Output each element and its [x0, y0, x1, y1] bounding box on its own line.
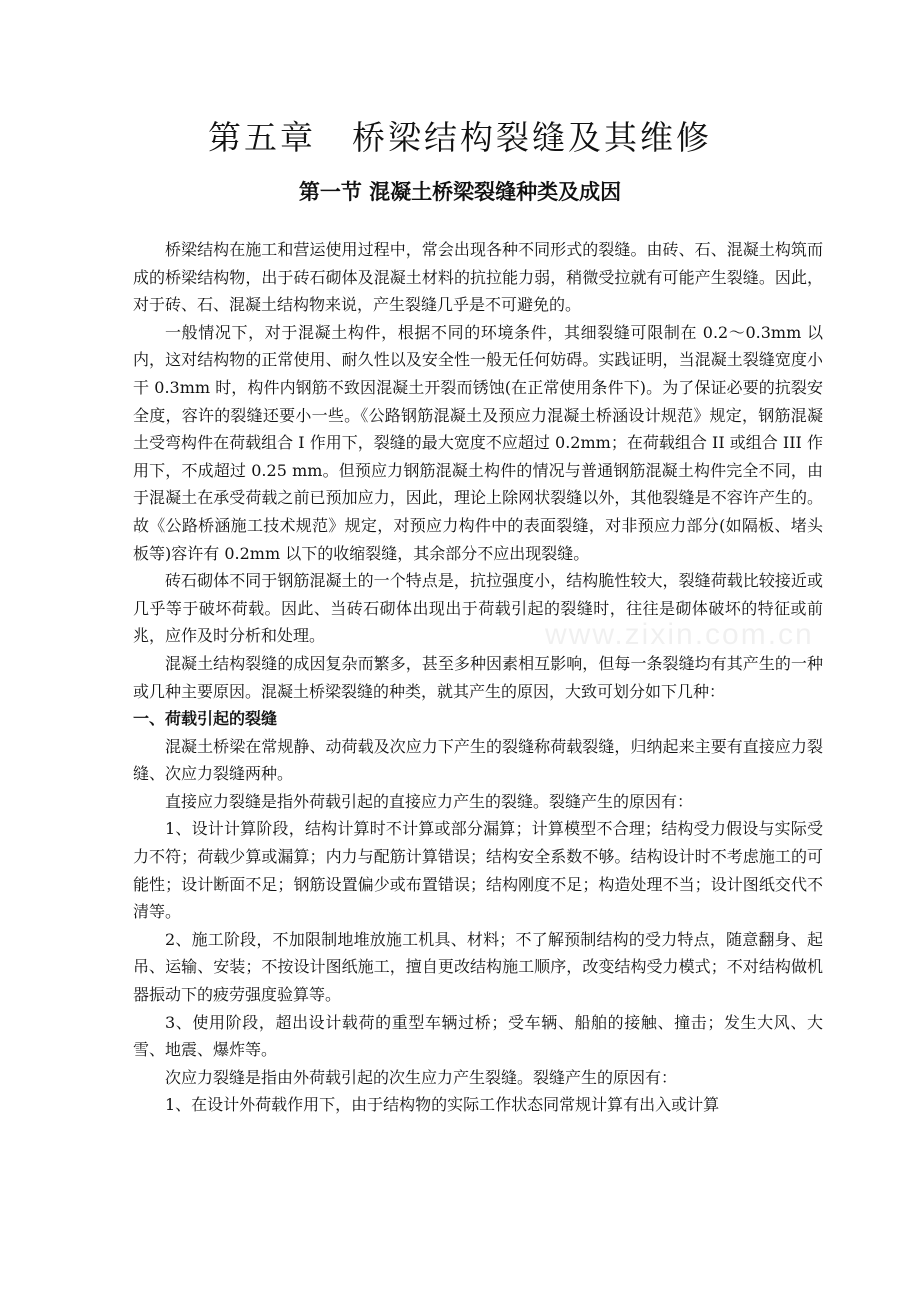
watermark: www.zixin.com.cn [545, 618, 814, 651]
paragraph: 1、在设计外荷载作用下，由于结构物的实际工作状态同常规计算有出入或计算 [165, 1095, 720, 1115]
chapter-title: 第五章 桥梁结构裂缝及其维修 [208, 118, 712, 157]
paragraph: 次应力裂缝是指由外荷载引起的次生应力产生裂缝。裂缝产生的原因有： [165, 1067, 678, 1087]
paragraph: 混凝土桥梁在常规静、动荷载及次应力下产生的裂缝称荷载裂缝，归纳起来主要有直接应力裂缝、次应力裂缝两种。 [133, 736, 823, 784]
heading-load-cracks: 一、荷载引起的裂缝 [133, 709, 278, 729]
paragraph: 砖石砌体不同于钢筋混凝土的一个特点是，抗拉强度小，结构脆性较大，裂缝荷载比较接近或几乎等于破坏荷载。因此、当砖石砌体出现出于荷载引起的裂缝时，往往是砌体破坏的特征或前兆，应作及时分析和处理。 [133, 571, 823, 646]
paragraph: 2、施工阶段，不加限制地堆放施工机具、材料；不了解预制结构的受力特点，随意翻身、起吊、运输、安装；不按设计图纸施工，擅自更改结构施工顺序，改变结构受力模式；不对结构做机器振动下的疲劳强度验算等。 [133, 929, 823, 1005]
paragraph: 直接应力裂缝是指外荷载引起的直接应力产生的裂缝。裂缝产生的原因有： [165, 791, 694, 811]
paragraph: 1、设计计算阶段，结构计算时不计算或部分漏算；计算模型不合理；结构受力假设与实际受力不符；荷载少算或漏算；内力与配筋计算错误；结构安全系数不够。结构设计时不考虑施工的可能性；设计断面不足；钢筋设置偏少或布置错误；结构刚度不足；构造处理不当；设计图纸交代不清等。 [133, 819, 823, 922]
paragraph: 3、使用阶段，超出设计载荷的重型车辆过桥；受车辆、船舶的接触、撞击；发生大风、大雪、地震、爆炸等。 [133, 1012, 823, 1060]
paragraph: 桥梁结构在施工和营运使用过程中，常会出现各种不同形式的裂缝。由砖、石、混凝土构筑而成的桥梁结构物，出于砖石砌体及混凝土材料的抗拉能力弱，稍微受拉就有可能产生裂缝。因此，对于砖、石、混凝土结构物来说，产生裂缝几乎是不可避免的。 [133, 240, 823, 315]
paragraph: 一般情况下，对于混凝土构件，根据不同的环境条件，其细裂缝可限制在 0.2～0.3mm 以内，这对结构物的正常使用、耐久性以及安全性一般无任何妨碍。实践证明，当混凝土裂缝宽度小干 0.3mm 时，构件内钢筋不致因混凝土开裂而锈蚀(在正常使用条件下)。为了保证必要的抗裂安全度，容许的裂缝还要小一些。《公路钢筋混凝土及预应力混凝土桥涵设计规范》规定，钢筋混凝土受弯构件在荷载组合 I 作用下，裂缝的最大宽度不应超过 0.2mm；在荷载组合 II 或组合 III 作用下，不成超过 0.25 mm。但预应力钢筋混凝土构件的情况与普通钢筋混凝土构件完全不同，由于混凝土在承受荷载之前已预加应力，因此，理论上除网状裂缝以外，其他裂缝是不容许产生的。故《公路桥涵施工技术规范》规定，对预应力构件中的表面裂缝，对非预应力部分(如隔板、堵头板等)容许有 0.2mm 以下的收缩裂缝，其余部分不应出现裂缝。 [133, 322, 823, 563]
paragraph: 混凝土结构裂缝的成因复杂而繁多，甚至多种因素相互影响，但每一条裂缝均有其产生的一种或几种主要原因。混凝土桥梁裂缝的种类，就其产生的原因，大致可划分如下几种： [133, 653, 823, 701]
section-title: 第一节 混凝土桥梁裂缝种类及成因 [298, 180, 622, 204]
body-text [133, 236, 823, 1119]
